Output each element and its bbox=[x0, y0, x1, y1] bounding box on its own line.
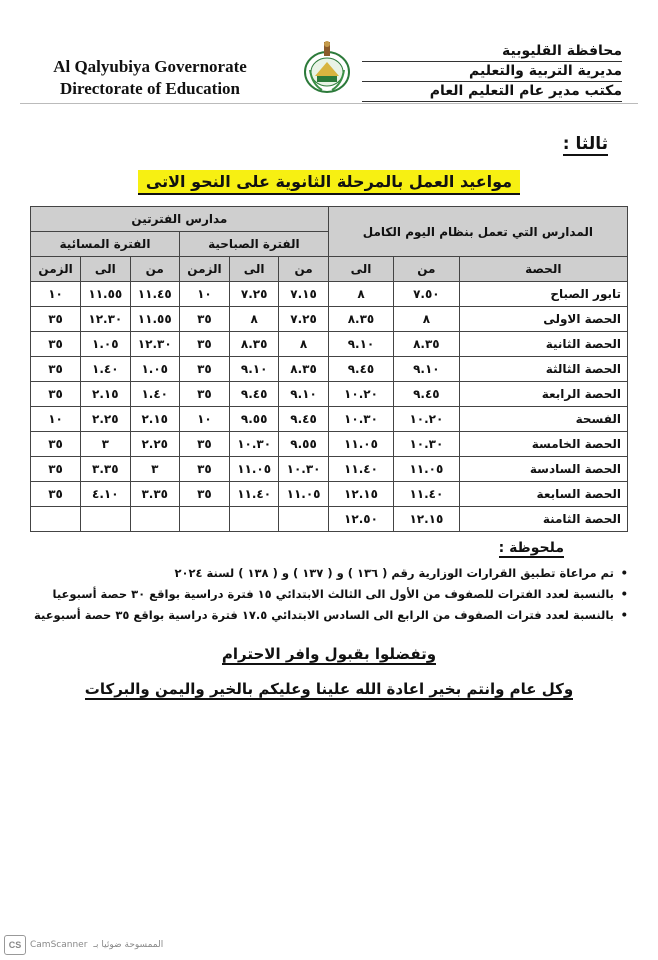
full-day-to-cell: ٩.٤٥ bbox=[328, 357, 393, 382]
evening-to-cell: ٣.٣٥ bbox=[81, 457, 130, 482]
period-name-cell: الحصة الاولى bbox=[459, 307, 627, 332]
evening-duration-cell bbox=[31, 507, 81, 532]
morning-to-cell: ١١.٤٠ bbox=[229, 482, 278, 507]
scanned-by-text: الممسوحة ضوئيا بـ bbox=[93, 940, 164, 950]
full-day-from-cell: ٨ bbox=[394, 307, 459, 332]
evening-from-cell: ٢.٢٥ bbox=[130, 432, 179, 457]
morning-to-cell: ٨.٣٥ bbox=[229, 332, 278, 357]
header-divider bbox=[20, 103, 638, 104]
evening-from-cell: ٣ bbox=[130, 457, 179, 482]
col-period: الحصة bbox=[459, 257, 627, 282]
evening-duration-cell: ٣٥ bbox=[31, 457, 81, 482]
morning-from-cell: ٨ bbox=[279, 332, 328, 357]
table-row bbox=[31, 482, 628, 507]
full-day-to-cell: ١٠.٣٠ bbox=[328, 407, 393, 432]
evening-duration-cell: ٣٥ bbox=[31, 482, 81, 507]
col-from: من bbox=[279, 257, 328, 282]
col-to: الى bbox=[81, 257, 130, 282]
governorate-name-ar: محافظة القليوبية bbox=[362, 42, 622, 62]
morning-to-cell: ٩.٤٥ bbox=[229, 382, 278, 407]
evening-to-cell: ٢.١٥ bbox=[81, 382, 130, 407]
full-day-from-cell: ٩.٤٥ bbox=[394, 382, 459, 407]
full-day-from-cell: ١٢.١٥ bbox=[394, 507, 459, 532]
col-from: من bbox=[394, 257, 459, 282]
evening-from-cell: ١١.٥٥ bbox=[130, 307, 179, 332]
full-day-to-cell: ١١.٠٥ bbox=[328, 432, 393, 457]
morning-shift-header: الفترة الصباحية bbox=[179, 232, 328, 257]
evening-to-cell: ١.٤٠ bbox=[81, 357, 130, 382]
evening-to-cell: ١.٠٥ bbox=[81, 332, 130, 357]
table-row bbox=[31, 307, 628, 332]
evening-from-cell: ١.٤٠ bbox=[130, 382, 179, 407]
morning-to-cell: ١١.٠٥ bbox=[229, 457, 278, 482]
morning-from-cell: ٩.٤٥ bbox=[279, 407, 328, 432]
morning-duration-cell: ١٠ bbox=[179, 282, 229, 307]
evening-duration-cell: ١٠ bbox=[31, 407, 81, 432]
note-item: • تم مراعاة تطبيق القرارات الوزارية رقم ( ١٣٦ ) و ( ١٣٧ ) و ( ١٣٨ ) لسنة ٢٠٢٤ bbox=[28, 563, 628, 584]
closing-wishes: وكل عام وانتم بخير اعادة الله علينا وعليكم بالخير واليمن والبركات bbox=[84, 680, 574, 698]
col-to: الى bbox=[229, 257, 278, 282]
morning-duration-cell: ٣٥ bbox=[179, 432, 229, 457]
full-day-from-cell: ١٠.٢٠ bbox=[394, 407, 459, 432]
period-name-cell: الحصة الرابعة bbox=[459, 382, 627, 407]
full-day-from-cell: ١١.٤٠ bbox=[394, 482, 459, 507]
full-day-from-cell: ٨.٣٥ bbox=[394, 332, 459, 357]
office-name-ar: مكتب مدير عام التعليم العام bbox=[362, 82, 622, 102]
table-row bbox=[31, 457, 628, 482]
evening-duration-cell: ٣٥ bbox=[31, 382, 81, 407]
notes-list bbox=[28, 563, 628, 626]
evening-duration-cell: ٣٥ bbox=[31, 357, 81, 382]
full-day-to-cell: ١٢.١٥ bbox=[328, 482, 393, 507]
scanner-watermark bbox=[4, 934, 163, 956]
evening-from-cell: ١٢.٣٠ bbox=[130, 332, 179, 357]
morning-to-cell: ٧.٢٥ bbox=[229, 282, 278, 307]
note-label: ملحوظة : bbox=[498, 540, 564, 556]
evening-to-cell: ٢.٢٥ bbox=[81, 407, 130, 432]
evening-duration-cell: ٣٥ bbox=[31, 432, 81, 457]
header-arabic bbox=[362, 42, 622, 102]
full-day-from-cell: ٩.١٠ bbox=[394, 357, 459, 382]
morning-to-cell: ١٠.٣٠ bbox=[229, 432, 278, 457]
morning-duration-cell: ٣٥ bbox=[179, 332, 229, 357]
morning-duration-cell bbox=[179, 507, 229, 532]
period-name-cell: الحصة الثامنة bbox=[459, 507, 627, 532]
full-day-from-cell: ١٠.٣٠ bbox=[394, 432, 459, 457]
evening-to-cell bbox=[81, 507, 130, 532]
page-title: مواعيد العمل بالمرحلة الثانوية على النحو الاتى bbox=[0, 172, 658, 191]
table-row bbox=[31, 332, 628, 357]
evening-from-cell: ١١.٤٥ bbox=[130, 282, 179, 307]
camscanner-logo-icon: CS bbox=[4, 935, 26, 955]
table-row bbox=[31, 432, 628, 457]
full-day-to-cell: ١١.٤٠ bbox=[328, 457, 393, 482]
schedule-table bbox=[30, 206, 628, 532]
morning-duration-cell: ٣٥ bbox=[179, 307, 229, 332]
morning-from-cell: ٩.٥٥ bbox=[279, 432, 328, 457]
evening-from-cell: ١.٠٥ bbox=[130, 357, 179, 382]
period-name-cell: الحصة الخامسة bbox=[459, 432, 627, 457]
period-name-cell: الحصة الثانية bbox=[459, 332, 627, 357]
directorate-name-ar: مديرية التربية والتعليم bbox=[362, 62, 622, 82]
period-name-cell: الفسحة bbox=[459, 407, 627, 432]
morning-to-cell bbox=[229, 507, 278, 532]
morning-duration-cell: ٣٥ bbox=[179, 457, 229, 482]
table-row bbox=[31, 507, 628, 532]
morning-to-cell: ٩.١٠ bbox=[229, 357, 278, 382]
morning-from-cell: ٨.٣٥ bbox=[279, 357, 328, 382]
note-item: • بالنسبة لعدد فترات الصفوف من الرابع الى السادس الابتدائي ١٧.٥ فترة دراسية بواقع ٣٥ حصة أسبوعية bbox=[28, 605, 628, 626]
evening-shift-header: الفترة المسائية bbox=[31, 232, 180, 257]
section-label: ثالثا : bbox=[562, 134, 608, 154]
evening-duration-cell: ١٠ bbox=[31, 282, 81, 307]
directorate-name-en: Directorate of Education bbox=[59, 79, 241, 98]
table-row bbox=[31, 282, 628, 307]
evening-to-cell: ٣ bbox=[81, 432, 130, 457]
closing-regards: وتفضلوا بقبول وافر الاحترام bbox=[221, 645, 437, 663]
morning-from-cell: ٧.١٥ bbox=[279, 282, 328, 307]
evening-from-cell: ٣.٣٥ bbox=[130, 482, 179, 507]
period-name-cell: تابور الصباح bbox=[459, 282, 627, 307]
table-row bbox=[31, 382, 628, 407]
governorate-seal-icon bbox=[302, 40, 352, 95]
scanner-app-name: CamScanner bbox=[30, 940, 88, 950]
full-day-header: المدارس التي تعمل بنظام اليوم الكامل bbox=[328, 207, 627, 257]
col-from: من bbox=[130, 257, 179, 282]
note-item: • بالنسبة لعدد الفترات للصفوف من الأول الى الثالث الابتدائي ١٥ فترة دراسية بواقع ٣٠ حصة أسبوعيا bbox=[28, 584, 628, 605]
full-day-from-cell: ١١.٠٥ bbox=[394, 457, 459, 482]
morning-from-cell: ٩.١٠ bbox=[279, 382, 328, 407]
col-duration: الزمن bbox=[31, 257, 81, 282]
col-to: الى bbox=[328, 257, 393, 282]
morning-duration-cell: ٣٥ bbox=[179, 357, 229, 382]
morning-to-cell: ٩.٥٥ bbox=[229, 407, 278, 432]
evening-from-cell bbox=[130, 507, 179, 532]
period-name-cell: الحصة السابعة bbox=[459, 482, 627, 507]
morning-from-cell bbox=[279, 507, 328, 532]
header-english bbox=[40, 56, 260, 100]
period-name-cell: الحصة الثالثة bbox=[459, 357, 627, 382]
full-day-to-cell: ٨ bbox=[328, 282, 393, 307]
morning-duration-cell: ٣٥ bbox=[179, 382, 229, 407]
col-duration: الزمن bbox=[179, 257, 229, 282]
full-day-to-cell: ٩.١٠ bbox=[328, 332, 393, 357]
morning-from-cell: ١٠.٣٠ bbox=[279, 457, 328, 482]
table-row bbox=[31, 407, 628, 432]
evening-to-cell: ١١.٥٥ bbox=[81, 282, 130, 307]
two-shift-header: مدارس الفترتين bbox=[31, 207, 329, 232]
evening-duration-cell: ٣٥ bbox=[31, 332, 81, 357]
table-row bbox=[31, 357, 628, 382]
period-name-cell: الحصة السادسة bbox=[459, 457, 627, 482]
evening-to-cell: ٤.١٠ bbox=[81, 482, 130, 507]
full-day-to-cell: ١٢.٥٠ bbox=[328, 507, 393, 532]
morning-duration-cell: ٣٥ bbox=[179, 482, 229, 507]
morning-duration-cell: ١٠ bbox=[179, 407, 229, 432]
morning-from-cell: ٧.٢٥ bbox=[279, 307, 328, 332]
governorate-name-en: Al Qalyubiya Governorate bbox=[53, 57, 247, 76]
evening-from-cell: ٢.١٥ bbox=[130, 407, 179, 432]
morning-from-cell: ١١.٠٥ bbox=[279, 482, 328, 507]
full-day-to-cell: ١٠.٢٠ bbox=[328, 382, 393, 407]
evening-to-cell: ١٢.٣٠ bbox=[81, 307, 130, 332]
full-day-from-cell: ٧.٥٠ bbox=[394, 282, 459, 307]
full-day-to-cell: ٨.٣٥ bbox=[328, 307, 393, 332]
morning-to-cell: ٨ bbox=[229, 307, 278, 332]
evening-duration-cell: ٣٥ bbox=[31, 307, 81, 332]
